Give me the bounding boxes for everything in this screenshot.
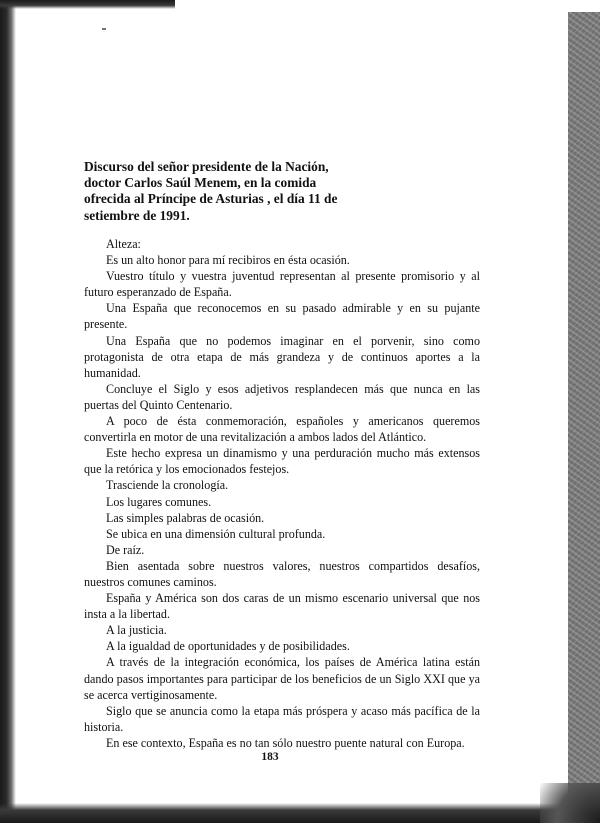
paragraph: Este hecho expresa un dinamismo y una perduración mucho más extensos que la retórica y los emocionados festejos. xyxy=(84,446,480,477)
paragraph: Bien asentada sobre nuestros valores, nuestros compartidos desafíos, nuestros comunes caminos. xyxy=(84,558,480,589)
scan-edge-top xyxy=(0,0,175,9)
paragraph: Alteza: xyxy=(106,237,141,251)
paragraph: Se ubica en una dimensión cultural profunda. xyxy=(106,526,326,541)
paragraph: A la justicia. xyxy=(106,623,167,638)
paragraph: Una España que no podemos imaginar en el porvenir, sino como protagonista de otra etapa de más grandeza y de continuos aportes a la humanidad. xyxy=(84,333,480,380)
paragraph: Vuestro título y vuestra juventud representan al presente promisorio y al futuro esperanzado de España. xyxy=(84,269,480,300)
title-line: Discurso del señor presidente de la Nación, xyxy=(84,159,329,174)
speech-title xyxy=(84,159,384,224)
paragraph: Las simples palabras de ocasión. xyxy=(106,510,265,525)
paragraph: A través de la integración económica, los países de América latina están dando pasos importantes para participar de los beneficios de un Siglo XXI que ya se acerca vertiginosamente. xyxy=(84,655,480,702)
scan-speck xyxy=(102,28,106,30)
title-line: ofrecida al Príncipe de Asturias , el día 11 de xyxy=(84,191,338,207)
title-line: doctor Carlos Saúl Menem, en la comida xyxy=(84,175,317,191)
paragraph: En ese contexto, España es no tan sólo nuestro puente natural con Europa. xyxy=(106,735,465,750)
paragraph: A poco de ésta conmemoración, españoles y americanos queremos convertirla en motor de una revitalización a ambos lados del Atlántico. xyxy=(84,414,480,445)
scan-edge-bottom xyxy=(0,803,600,823)
scan-corner-shadow xyxy=(540,783,600,823)
paragraph: Los lugares comunes. xyxy=(106,494,212,509)
paragraph: España y América son dos caras de un mismo escenario universal que nos insta a la libertad. xyxy=(84,591,480,622)
paragraph: Siglo que se anuncia como la etapa más próspera y acaso más pacífica de la historia. xyxy=(84,703,480,734)
paragraph: Trasciende la cronología. xyxy=(106,478,229,493)
paragraph: A la igualdad de oportunidades y de posibilidades. xyxy=(106,639,350,654)
paragraph: Es un alto honor para mí recibiros en ésta ocasión. xyxy=(106,253,350,268)
title-line: setiembre de 1991. xyxy=(84,207,190,223)
paragraph: De raíz. xyxy=(106,542,145,557)
scan-edge-left xyxy=(0,0,16,823)
paragraph: Concluye el Siglo y esos adjetivos resplandecen más que nunca en las puertas del Quinto Centenario. xyxy=(84,381,480,412)
speech-body xyxy=(84,236,480,751)
paragraph: Una España que reconocemos en su pasado admirable y en su pujante presente. xyxy=(84,301,480,332)
page-number: 183 xyxy=(261,751,279,763)
scan-edge-right xyxy=(568,12,600,812)
